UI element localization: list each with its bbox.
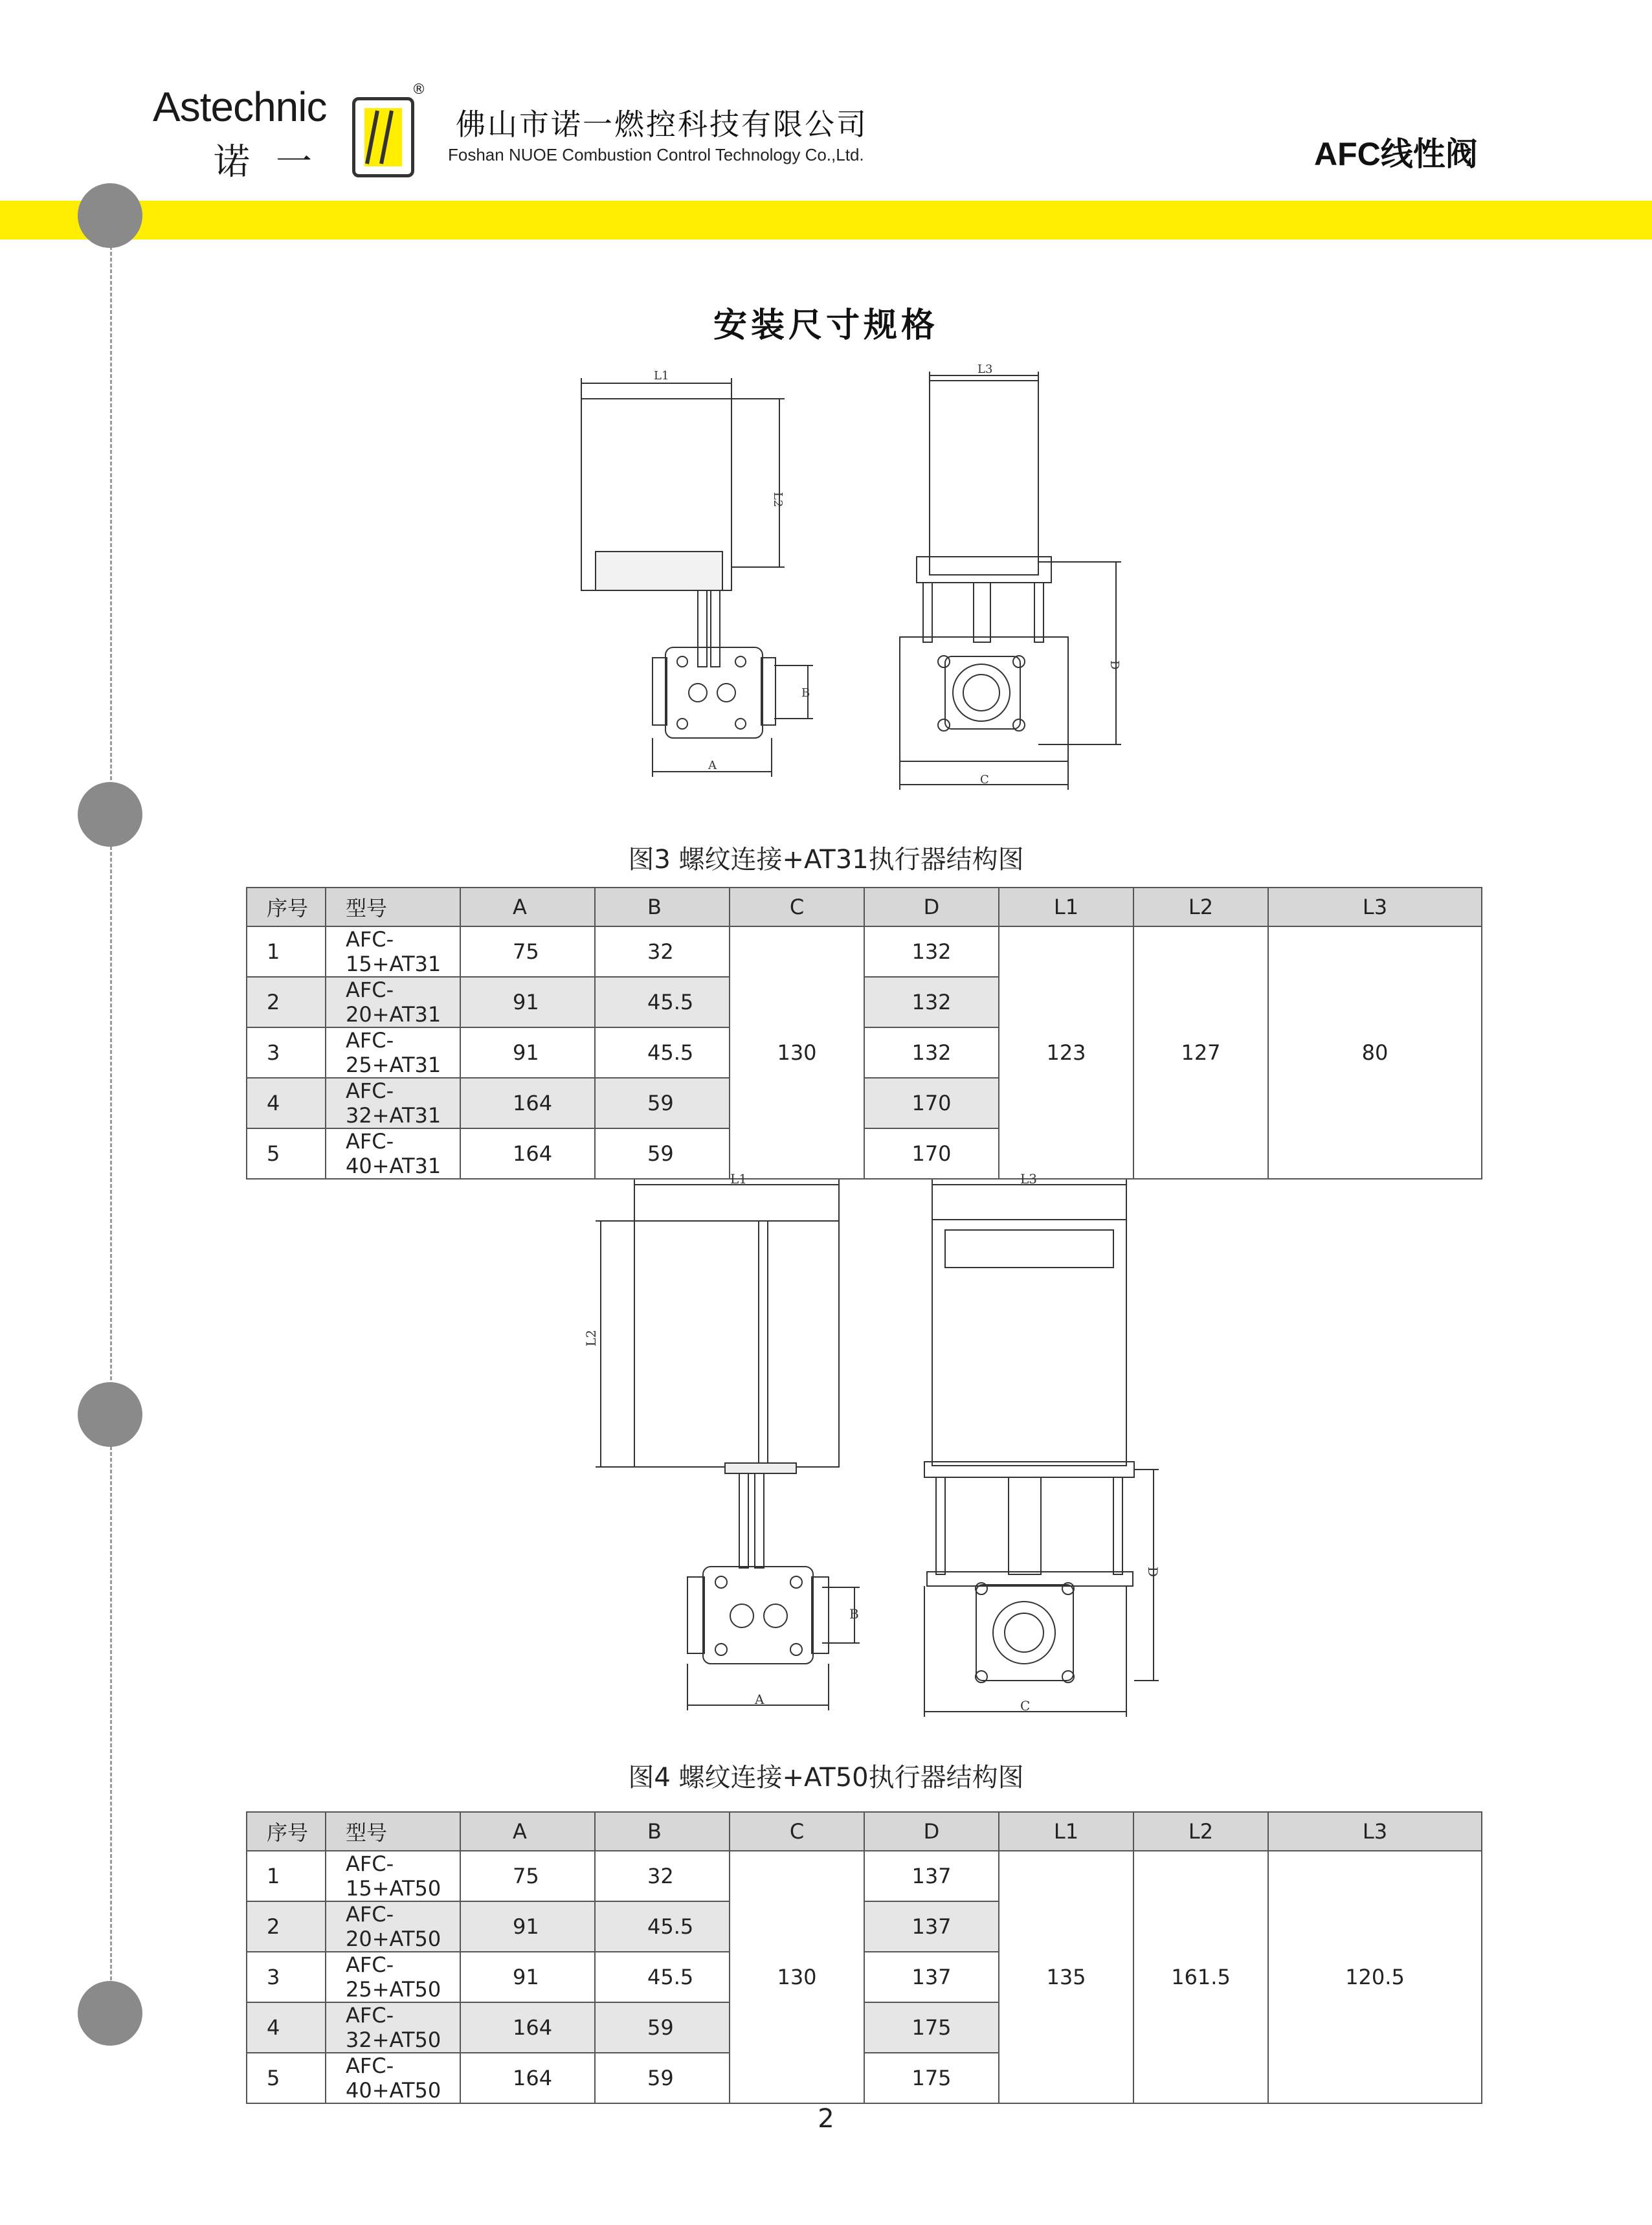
header-model: 型号 <box>326 1812 460 1851</box>
dim-label-L3: L3 <box>1020 1171 1038 1187</box>
cell-d: 170 <box>864 1128 999 1179</box>
cell-a: 75 <box>460 926 595 977</box>
table-header-row <box>247 1812 1482 1851</box>
cell-l1-shared: 135 <box>999 1851 1133 2103</box>
cell-a: 91 <box>460 1952 595 2002</box>
cell-b: 32 <box>595 926 730 977</box>
dim-label-B: B <box>849 1606 859 1622</box>
cell-l1-shared: 123 <box>999 926 1133 1179</box>
figure3-caption: 图3 螺纹连接+AT31执行器结构图 <box>628 845 1024 875</box>
figure3-drawing <box>557 363 1139 803</box>
cell-b: 45.5 <box>595 1952 730 2002</box>
header-l3: L3 <box>1268 1812 1482 1851</box>
cell-a: 164 <box>460 2053 595 2103</box>
cell-l2-shared: 161.5 <box>1133 1851 1268 2103</box>
header-d: D <box>864 888 999 926</box>
cell-model: AFC-40+AT31 <box>326 1128 460 1179</box>
cell-index: 3 <box>247 1027 326 1078</box>
cell-index: 1 <box>247 926 326 977</box>
table-header-row <box>247 888 1482 926</box>
cell-c-shared: 130 <box>730 1851 864 2103</box>
cell-model: AFC-25+AT50 <box>326 1952 460 2002</box>
cell-b: 45.5 <box>595 1901 730 1952</box>
product-title: AFC线性阀 <box>1314 136 1478 172</box>
dim-label-A: A <box>708 759 717 772</box>
header-l2: L2 <box>1133 888 1268 926</box>
header-d: D <box>864 1812 999 1851</box>
cell-model: AFC-20+AT31 <box>326 977 460 1027</box>
dim-label-C: C <box>980 773 989 787</box>
logo-icon <box>352 97 414 177</box>
cell-index: 3 <box>247 1952 326 2002</box>
cell-index: 2 <box>247 1901 326 1952</box>
cell-model: AFC-15+AT31 <box>326 926 460 977</box>
cell-index: 2 <box>247 977 326 1027</box>
dim-label-D: D <box>1145 1567 1161 1578</box>
brand-name: Astechnic <box>153 84 327 130</box>
dim-label-L1: L1 <box>654 369 669 383</box>
binder-hole <box>78 1981 142 2046</box>
header-accent-band <box>0 201 1652 240</box>
cell-b: 59 <box>595 1078 730 1128</box>
cell-c-shared: 130 <box>730 926 864 1179</box>
table-row <box>247 1851 1482 1901</box>
cell-index: 4 <box>247 1078 326 1128</box>
registered-mark: ® <box>412 82 426 98</box>
cell-d: 137 <box>864 1901 999 1952</box>
header-c: C <box>730 888 864 926</box>
cell-a: 91 <box>460 1901 595 1952</box>
cell-l3-shared: 120.5 <box>1268 1851 1482 2103</box>
dim-label-D: D <box>1108 660 1121 670</box>
section-title: 安装尺寸规格 <box>713 306 939 345</box>
cell-d: 132 <box>864 977 999 1027</box>
cell-a: 91 <box>460 1027 595 1078</box>
cell-model: AFC-32+AT50 <box>326 2002 460 2053</box>
figure4-caption: 图4 螺纹连接+AT50执行器结构图 <box>628 1763 1024 1793</box>
cell-a: 164 <box>460 1078 595 1128</box>
page-number: 2 <box>818 2104 834 2134</box>
header-l2: L2 <box>1133 1812 1268 1851</box>
header-b: B <box>595 888 730 926</box>
cell-d: 137 <box>864 1952 999 2002</box>
cell-l2-shared: 127 <box>1133 926 1268 1179</box>
spec-table-at31 <box>246 887 1482 1180</box>
cell-d: 175 <box>864 2053 999 2103</box>
cell-d: 170 <box>864 1078 999 1128</box>
cell-d: 132 <box>864 1027 999 1078</box>
cell-b: 45.5 <box>595 1027 730 1078</box>
dim-label-A: A <box>755 1692 765 1707</box>
binder-hole <box>78 1382 142 1447</box>
company-name-english: Foshan NUOE Combustion Control Technology Co.,Ltd. <box>448 145 864 164</box>
cell-model: AFC-25+AT31 <box>326 1027 460 1078</box>
header-l1: L1 <box>999 1812 1133 1851</box>
dim-label-C: C <box>1020 1698 1031 1714</box>
header-index: 序号 <box>247 888 326 926</box>
cell-model: AFC-32+AT31 <box>326 1078 460 1128</box>
dim-label-L2: L2 <box>771 492 785 508</box>
cell-a: 91 <box>460 977 595 1027</box>
dim-label-L1: L1 <box>730 1171 748 1187</box>
cell-b: 32 <box>595 1851 730 1901</box>
binder-hole <box>78 183 142 248</box>
header-l1: L1 <box>999 888 1133 926</box>
dim-label-B: B <box>801 686 810 700</box>
cell-index: 1 <box>247 1851 326 1901</box>
header-l3: L3 <box>1268 888 1482 926</box>
cell-index: 5 <box>247 2053 326 2103</box>
cell-index: 4 <box>247 2002 326 2053</box>
cell-a: 164 <box>460 1128 595 1179</box>
cell-b: 59 <box>595 2053 730 2103</box>
cell-d: 175 <box>864 2002 999 2053</box>
cell-a: 75 <box>460 1851 595 1901</box>
cell-b: 45.5 <box>595 977 730 1027</box>
header-index: 序号 <box>247 1812 326 1851</box>
binder-hole <box>78 782 142 847</box>
header-b: B <box>595 1812 730 1851</box>
header-c: C <box>730 1812 864 1851</box>
cell-d: 132 <box>864 926 999 977</box>
brand-chinese-name: 诺一 <box>214 141 338 183</box>
dim-label-L2: L2 <box>583 1329 599 1347</box>
header-a: A <box>460 1812 595 1851</box>
header-a: A <box>460 888 595 926</box>
cell-model: AFC-20+AT50 <box>326 1901 460 1952</box>
cell-model: AFC-15+AT50 <box>326 1851 460 1901</box>
cell-a: 164 <box>460 2002 595 2053</box>
cell-b: 59 <box>595 1128 730 1179</box>
cell-index: 5 <box>247 1128 326 1179</box>
table-row <box>247 926 1482 977</box>
spec-table-at50 <box>246 1811 1482 2104</box>
cell-l3-shared: 80 <box>1268 926 1482 1179</box>
company-name-chinese: 佛山市诺一燃控科技有限公司 <box>456 107 868 142</box>
header-model: 型号 <box>326 888 460 926</box>
dim-label-L3: L3 <box>977 363 993 376</box>
figure4-drawing <box>570 1165 1191 1728</box>
cell-model: AFC-40+AT50 <box>326 2053 460 2103</box>
cell-b: 59 <box>595 2002 730 2053</box>
cell-d: 137 <box>864 1851 999 1901</box>
